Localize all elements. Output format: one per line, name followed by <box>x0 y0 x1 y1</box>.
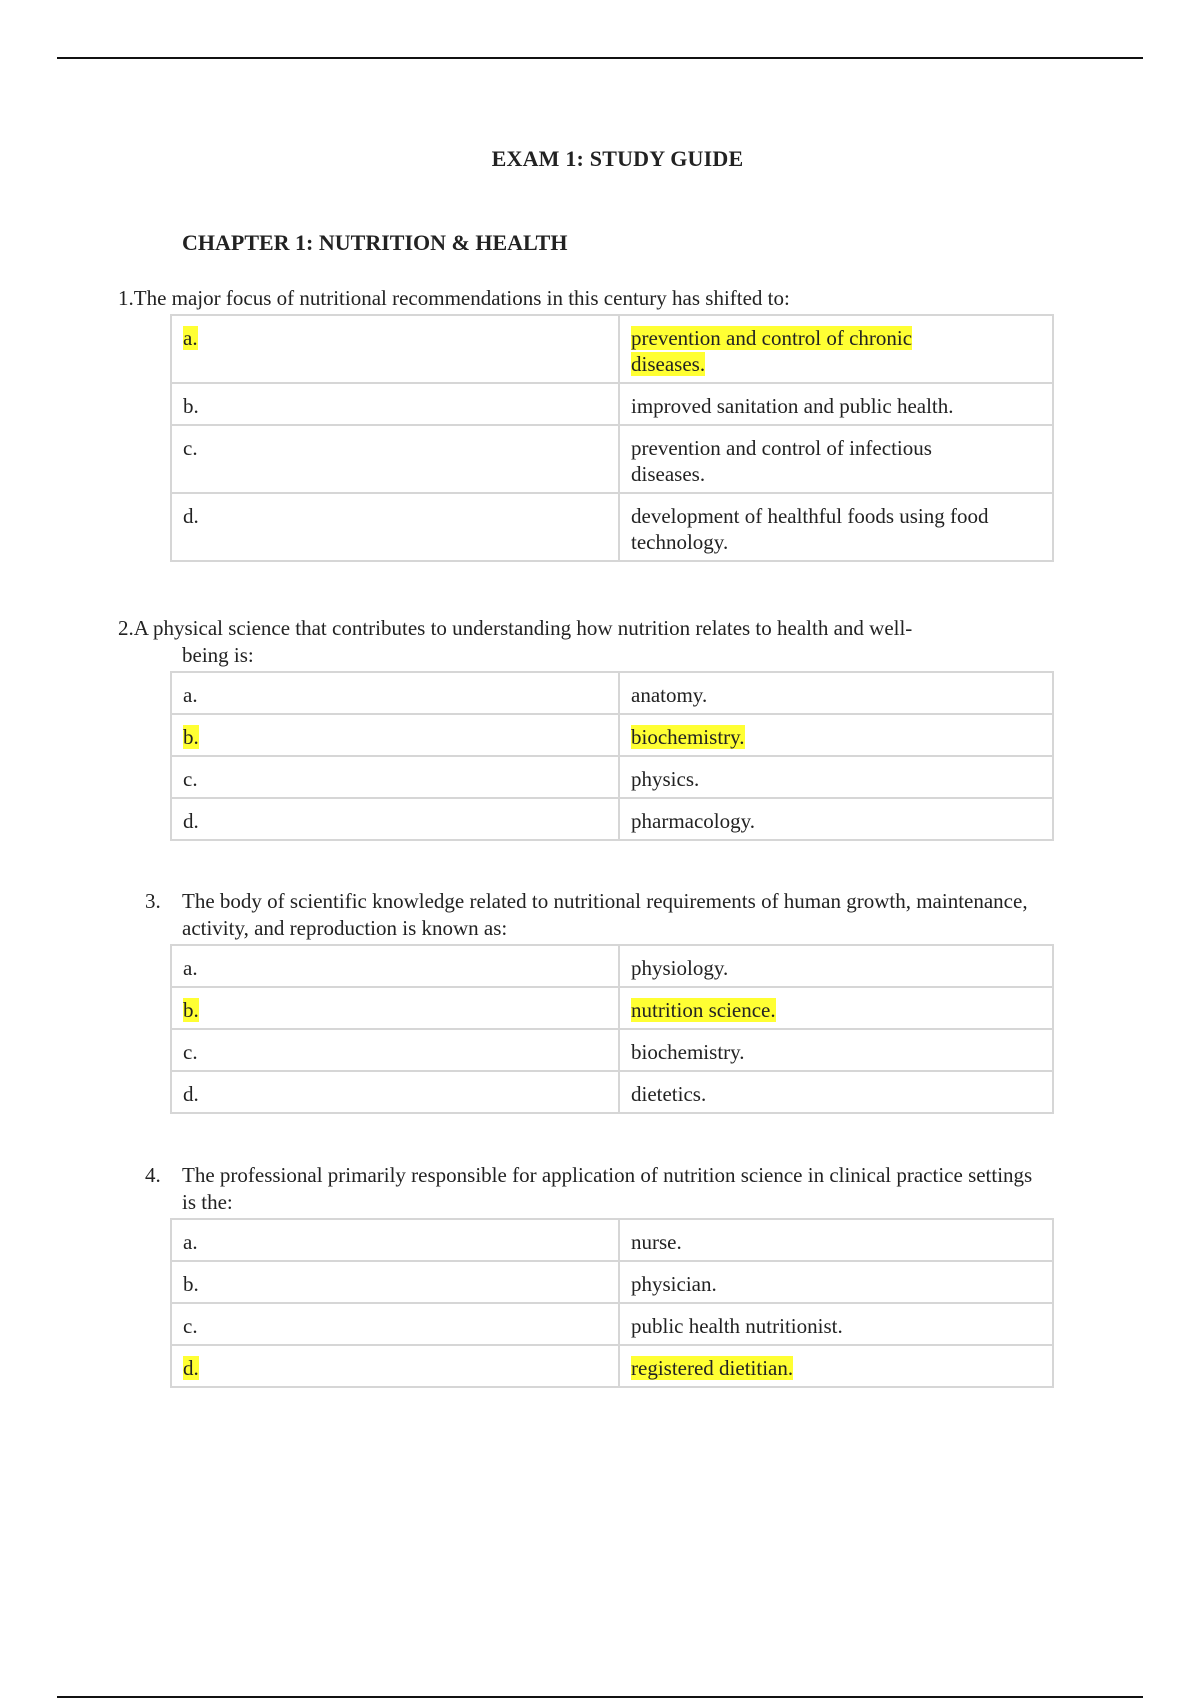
choice-letter: d. <box>183 809 199 833</box>
choice-row[interactable] <box>171 798 1053 840</box>
choice-letter: c. <box>183 1040 198 1064</box>
choice-letter: c. <box>183 1314 198 1338</box>
question-4-stem <box>0 1162 1200 1216</box>
question-number: 1. <box>118 286 134 310</box>
choice-text: biochemistry. <box>631 1040 745 1064</box>
choice-row[interactable] <box>171 1219 1053 1261</box>
top-rule <box>57 57 1143 59</box>
choice-text: improved sanitation and public health. <box>631 394 954 418</box>
choice-row[interactable] <box>171 1071 1053 1113</box>
chapter-title: CHAPTER 1: NUTRITION & HEALTH <box>182 230 568 255</box>
choice-letter: c. <box>183 767 198 791</box>
question-3-stem <box>0 888 1200 942</box>
choice-row[interactable] <box>171 315 1053 383</box>
choice-letter: b. <box>183 725 199 749</box>
choices-table <box>170 1218 1054 1388</box>
question-text: The body of scientific knowledge related to nutritional requirements of human growth, maintenance, activity, and reproduction is known as: <box>182 889 1028 940</box>
choice-text: public health nutritionist. <box>631 1314 843 1338</box>
choice-letter: d. <box>183 504 199 528</box>
choice-row[interactable] <box>171 1029 1053 1071</box>
choices-table <box>170 671 1054 841</box>
choice-row[interactable] <box>171 945 1053 987</box>
choice-row[interactable] <box>171 425 1053 493</box>
choice-text: nutrition science. <box>631 998 776 1022</box>
choice-letter: b. <box>183 998 199 1022</box>
choice-letter: d. <box>183 1082 199 1106</box>
choice-text: pharmacology. <box>631 809 756 833</box>
choice-row[interactable] <box>171 1345 1053 1387</box>
question-4 <box>0 1162 1200 1388</box>
choice-letter: a. <box>183 1230 198 1254</box>
question-number: 3. <box>145 889 161 913</box>
question-text-continued: being is: <box>182 643 254 667</box>
choice-letter: b. <box>183 394 199 418</box>
choice-text: dietetics. <box>631 1082 707 1106</box>
choice-row[interactable] <box>171 1261 1053 1303</box>
choice-letter: a. <box>183 683 198 707</box>
choice-text: anatomy. <box>631 683 708 707</box>
choice-row[interactable] <box>171 672 1053 714</box>
choice-row[interactable] <box>171 493 1053 561</box>
choice-text: physics. <box>631 767 700 791</box>
bottom-rule <box>57 1696 1143 1698</box>
choice-row[interactable] <box>171 987 1053 1029</box>
choice-letter: b. <box>183 1272 199 1296</box>
choice-letter: c. <box>183 436 198 460</box>
choice-letter: a. <box>183 956 198 980</box>
question-number: 2. <box>118 616 134 640</box>
choice-row[interactable] <box>171 714 1053 756</box>
choice-text: registered dietitian. <box>631 1356 794 1380</box>
question-2-stem <box>0 615 1200 669</box>
choice-text: prevention and control of chronic diseases. <box>631 326 913 376</box>
choice-letter: a. <box>183 326 198 350</box>
question-text: The professional primarily responsible for application of nutrition science in clinical practice settings is the: <box>182 1163 1033 1214</box>
question-text: A physical science that contributes to understanding how nutrition relates to health and well- <box>133 616 913 640</box>
question-1 <box>0 285 1200 562</box>
choice-text: physiology. <box>631 956 729 980</box>
question-3 <box>0 888 1200 1114</box>
choice-letter: d. <box>183 1356 199 1380</box>
question-text: The major focus of nutritional recommendations in this century has shifted to: <box>133 286 790 310</box>
choices-table <box>170 314 1054 562</box>
choice-row[interactable] <box>171 1303 1053 1345</box>
choice-text: biochemistry. <box>631 725 745 749</box>
choice-text: development of healthful foods using food technology. <box>631 504 989 554</box>
question-2 <box>0 615 1200 841</box>
choices-table <box>170 944 1054 1114</box>
choice-text: prevention and control of infectious diseases. <box>631 436 932 486</box>
choice-row[interactable] <box>171 383 1053 425</box>
choice-text: physician. <box>631 1272 717 1296</box>
page-title: EXAM 1: STUDY GUIDE <box>491 146 744 171</box>
question-1-stem <box>0 285 1200 312</box>
question-number: 4. <box>145 1163 161 1187</box>
choice-row[interactable] <box>171 756 1053 798</box>
choice-text: nurse. <box>631 1230 682 1254</box>
